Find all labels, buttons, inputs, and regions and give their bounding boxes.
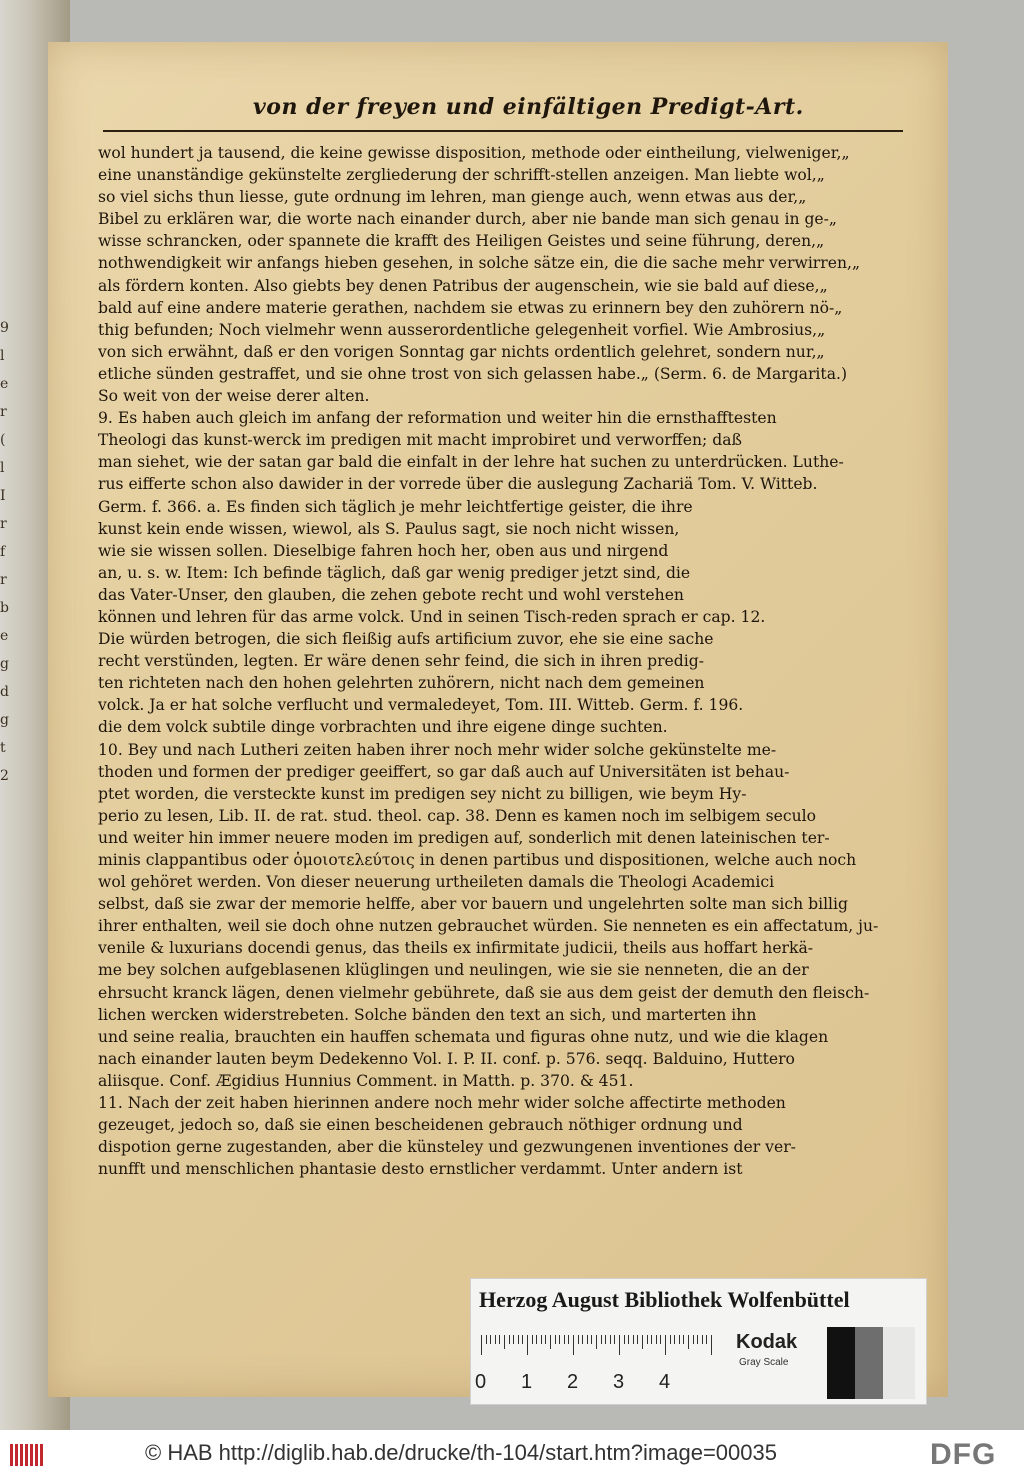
ruler-tick bbox=[559, 1335, 560, 1344]
text-line: als fördern konten. Also giebts bey denen Patribus der augenschein, wie sie bald auf diese,„ bbox=[98, 276, 828, 295]
text-line: dispotion gerne zugestanden, aber die künsteley und gezwungenen inventiones der ver- bbox=[98, 1138, 796, 1157]
margin-character: d bbox=[0, 684, 9, 700]
ruler-tick bbox=[670, 1335, 671, 1344]
ruler-tick bbox=[495, 1335, 496, 1344]
text-line: gezeuget, jedoch so, daß sie einen bescheidenen gebrauch nöthiger ordnung und bbox=[98, 1116, 743, 1135]
text-line: 10. Bey und nach Lutheri zeiten haben ihrer noch mehr wider solche gekünstelte me- bbox=[98, 740, 777, 759]
text-line: die dem volck subtile dinge vorbrachten und ihre eigene dinge suchten. bbox=[98, 718, 668, 737]
ruler-tick bbox=[536, 1335, 537, 1344]
ruler-tick bbox=[656, 1335, 657, 1344]
text-line: ehrsucht kranck lägen, denen vielmehr gebührete, daß sie aus dem geist der demuth den fleisch- bbox=[98, 983, 870, 1002]
head-rule bbox=[103, 130, 903, 132]
text-line: eine unanständige gekünstelte zergliederung der schrifft-stellen anzeigen. Man liebte wol,„ bbox=[98, 166, 825, 185]
text-line: und seine realia, brauchten ein hauffen schemata und figuras ohne nutz, und wie die klagen bbox=[98, 1027, 829, 1046]
ruler-tick bbox=[601, 1335, 602, 1344]
ruler-tick bbox=[610, 1335, 611, 1344]
gray-scale-label: Gray Scale bbox=[739, 1357, 789, 1368]
text-line: ihrer enthalten, weil sie doch ohne nutzen gebrauchet würden. Sie nenneten es ein affectatum, ju- bbox=[98, 917, 879, 936]
kodak-brand: Kodak bbox=[736, 1331, 798, 1353]
text-line: venile & luxurians docendi genus, das theils ex infirmitate judicii, theils aus hoffart herkä- bbox=[98, 939, 814, 958]
card-title: Herzog August Bibliothek Wolfenbüttel bbox=[479, 1287, 850, 1312]
ruler-tick bbox=[702, 1335, 703, 1344]
library-barcode-icon bbox=[10, 1444, 46, 1466]
text-line: Die würden betrogen, die sich fleißig aufs artificium zuvor, ehe sie eine sache bbox=[98, 630, 714, 649]
ruler-tick bbox=[513, 1335, 514, 1344]
text-line: von sich erwähnt, daß er den vorigen Sonntag gar nichts ordentlich gelehret, sondern nur,„ bbox=[98, 342, 825, 361]
text-line: minis clappantibus oder ὁμοιοτελεύτοις in denen partibus und dispositionen, welche auch noch bbox=[98, 851, 857, 869]
ruler-tick bbox=[591, 1335, 592, 1344]
copyright-url-text[interactable]: © HAB http://diglib.hab.de/drucke/th-104/start.htm?image=00035 bbox=[145, 1440, 777, 1465]
text-line: wol hundert ja tausend, die keine gewisse disposition, methode oder eintheilung, vielweniger,„ bbox=[98, 144, 850, 162]
margin-character: g bbox=[0, 712, 9, 728]
logo-bar bbox=[20, 1444, 23, 1466]
text-line: bald auf eine andere materie gerathen, nachdem sie etwas zu erinnern bey den zuhörern nö-„ bbox=[98, 298, 843, 317]
text-line: wisse schrancken, oder spannete die krafft des Heiligen Geistes und seine führung, deren,„ bbox=[98, 232, 825, 251]
text-line: perio zu lesen, Lib. II. de rat. stud. theol. cap. 38. Denn es kamen noch im selbigem seculo bbox=[98, 806, 817, 825]
ruler-tick bbox=[564, 1335, 565, 1344]
ruler-numbers bbox=[475, 1371, 735, 1395]
margin-character: b bbox=[0, 600, 9, 616]
dfg-logo: DFG bbox=[930, 1438, 997, 1471]
text-line: lichen wercken widerstrebeten. Solche bänden den text an sich, und marterten ihn bbox=[98, 1005, 757, 1024]
text-line: So weit von der weise derer alten. bbox=[98, 387, 370, 406]
ruler-tick bbox=[545, 1335, 546, 1344]
ruler-tick bbox=[688, 1335, 689, 1349]
text-line: thoden und formen der prediger geeiffert, so gar daß auch auf Universitäten ist behau- bbox=[98, 762, 790, 781]
logo-bar bbox=[35, 1444, 38, 1466]
ruler-tick bbox=[596, 1335, 597, 1349]
ruler-tick bbox=[711, 1335, 712, 1355]
ruler-tick bbox=[674, 1335, 675, 1344]
text-line: aliisque. Conf. Ægidius Hunnius Comment. in Matth. p. 370. & 451. bbox=[98, 1071, 634, 1090]
text-line: Bibel zu erklären war, die worte nach einander durch, aber nie bande man sich genau in ge-„ bbox=[98, 210, 837, 229]
ruler-number: 3 bbox=[613, 1371, 625, 1393]
margin-character: l bbox=[0, 348, 5, 364]
ruler-tick bbox=[679, 1335, 680, 1344]
page-body-text bbox=[98, 142, 900, 1180]
ruler-tick bbox=[509, 1335, 510, 1344]
ruler-tick bbox=[522, 1335, 523, 1344]
logo-bar bbox=[40, 1444, 43, 1466]
ruler-tick bbox=[633, 1335, 634, 1344]
white-patch bbox=[883, 1327, 915, 1399]
ruler-tick bbox=[587, 1335, 588, 1344]
text-line: thig befunden; Noch vielmehr wenn ausserordentliche gelegenheit vorfiel. Wie Ambrosius,„ bbox=[98, 320, 826, 339]
text-line: 11. Nach der zeit haben hierinnen andere noch mehr wider solche affectirte methoden bbox=[98, 1094, 786, 1113]
ruler-tick bbox=[541, 1335, 542, 1344]
ruler-tick bbox=[628, 1335, 629, 1344]
margin-character: t bbox=[0, 740, 6, 756]
text-line: Theologi das kunst-werck im predigen mit macht improbiret und verworffen; daß bbox=[98, 431, 742, 450]
ruler-tick bbox=[665, 1335, 666, 1355]
text-line: wol gehöret werden. Von dieser neuerung urtheileten damals die Theologi Academici bbox=[98, 873, 775, 892]
text-line: volck. Ja er hat solche verflucht und vermaledeyet, Tom. III. Witteb. Germ. f. 196. bbox=[98, 696, 744, 715]
text-line: nothwendigkeit wir anfangs hieben gesehen, in solche sätze ein, die die sache mehr verwirren,„ bbox=[98, 254, 861, 273]
ruler-tick bbox=[550, 1335, 551, 1349]
margin-character: e bbox=[0, 376, 9, 392]
ruler-tick bbox=[660, 1335, 661, 1344]
footer-bar bbox=[0, 1430, 1024, 1479]
ruler-tick bbox=[619, 1335, 620, 1355]
facing-page-margin-characters bbox=[0, 320, 14, 796]
ruler-tick bbox=[504, 1335, 505, 1349]
ruler-tick bbox=[573, 1335, 574, 1355]
ruler-tick bbox=[532, 1335, 533, 1344]
ruler-number: 1 bbox=[521, 1371, 533, 1393]
text-line: selbst, daß sie zwar der memorie helffe, aber vor bauern und ungelehrten solte man sich billig bbox=[98, 895, 849, 914]
ruler-tick bbox=[683, 1335, 684, 1344]
ruler-tick bbox=[697, 1335, 698, 1344]
margin-character: 9 bbox=[0, 320, 9, 336]
text-line: recht verstünden, legten. Er wäre denen sehr feind, die sich in ihren predig- bbox=[98, 652, 704, 671]
logo-bar bbox=[30, 1444, 33, 1466]
text-line: so viel sichs thun liesse, gute ordnung im lehren, man gienge auch, wenn etwas aus der,„ bbox=[98, 188, 807, 207]
logo-bar bbox=[10, 1444, 13, 1466]
running-head: von der freyen und einfältigen Predigt-Art. bbox=[253, 94, 804, 120]
text-line: wie sie wissen sollen. Dieselbige fahren hoch her, oben aus und nirgend bbox=[98, 541, 669, 560]
margin-character: e bbox=[0, 628, 9, 644]
ruler-tick bbox=[642, 1335, 643, 1349]
measurement-ruler bbox=[481, 1335, 731, 1355]
text-line: 9. Es haben auch gleich im anfang der reformation und weiter hin die ernsthafftesten bbox=[98, 409, 777, 428]
text-line: ten richteten nach den hohen gelehrten zuhörern, nicht nach dem gemeinen bbox=[98, 674, 705, 693]
text-line: das Vater-Unser, den glauben, die zehen gebote recht und wohl verstehen bbox=[98, 585, 684, 604]
ruler-tick bbox=[518, 1335, 519, 1344]
ruler-tick bbox=[555, 1335, 556, 1344]
color-target-card bbox=[470, 1278, 927, 1405]
margin-character: g bbox=[0, 656, 9, 672]
margin-character: l bbox=[0, 460, 5, 476]
text-line: nunfft und menschlichen phantasie desto ernstlicher verdammt. Unter andern ist bbox=[98, 1160, 743, 1179]
ruler-tick bbox=[582, 1335, 583, 1344]
ruler-tick bbox=[481, 1335, 482, 1355]
text-line: nach einander lauten beym Dedekenno Vol. I. P. II. conf. p. 576. seqq. Balduino, Huttero bbox=[98, 1049, 795, 1068]
ruler-number: 0 bbox=[475, 1371, 487, 1393]
ruler-tick bbox=[614, 1335, 615, 1344]
text-line: Germ. f. 366. a. Es finden sich täglich je mehr leichtfertige geister, die ihre bbox=[98, 497, 693, 516]
ruler-tick bbox=[647, 1335, 648, 1344]
margin-character: r bbox=[0, 404, 7, 420]
text-line: me bey solchen aufgeblasenen klüglingen und neulingen, wie sie sie nenneten, die an der bbox=[98, 961, 809, 980]
book-page bbox=[48, 42, 948, 1397]
ruler-number: 2 bbox=[567, 1371, 579, 1393]
text-line: man siehet, wie der satan gar bald die einfalt in der lehre hat suchen zu unterdrücken. Luthe- bbox=[98, 453, 844, 472]
margin-character: ( bbox=[0, 432, 6, 448]
margin-character: r bbox=[0, 516, 7, 532]
margin-character: I bbox=[0, 488, 6, 504]
text-line: ptet worden, die versteckte kunst im predigen sey nicht zu billigen, wie beym Hy- bbox=[98, 784, 747, 803]
ruler-tick bbox=[605, 1335, 606, 1344]
ruler-tick bbox=[486, 1335, 487, 1344]
margin-character: r bbox=[0, 572, 7, 588]
text-line: und weiter hin immer neuere moden im predigen auf, sonderlich mit denen lateinischen ter- bbox=[98, 828, 830, 847]
text-line: können und lehren für das arme volck. Und in seinen Tisch-reden sprach er cap. 12. bbox=[98, 607, 766, 626]
ruler-tick bbox=[490, 1335, 491, 1344]
ruler-tick bbox=[499, 1335, 500, 1344]
margin-character: f bbox=[0, 544, 6, 560]
ruler-tick bbox=[624, 1335, 625, 1344]
ruler-tick bbox=[651, 1335, 652, 1344]
text-line: etliche sünden gestraffet, und sie ohne trost von sich gelassen habe.„ (Serm. 6. de Margarita.) bbox=[98, 364, 848, 383]
ruler-tick bbox=[693, 1335, 694, 1344]
text-line: an, u. s. w. Item: Ich befinde täglich, daß gar wenig prediger jetzt sind, die bbox=[98, 563, 691, 582]
ruler-tick bbox=[568, 1335, 569, 1344]
text-line: kunst kein ende wissen, wiewol, als S. Paulus sagt, sie noch nicht wissen, bbox=[98, 519, 680, 538]
ruler-tick bbox=[527, 1335, 528, 1355]
ruler-tick bbox=[706, 1335, 707, 1344]
logo-bar bbox=[15, 1444, 18, 1466]
margin-character: 2 bbox=[0, 768, 9, 784]
text-line: rus eifferte schon also dawider in der vorrede über die auslegung Zachariä Tom. V. Witteb. bbox=[98, 475, 818, 494]
ruler-tick bbox=[578, 1335, 579, 1344]
ruler-number: 4 bbox=[659, 1371, 671, 1393]
logo-bar bbox=[25, 1444, 28, 1466]
ruler-tick bbox=[637, 1335, 638, 1344]
